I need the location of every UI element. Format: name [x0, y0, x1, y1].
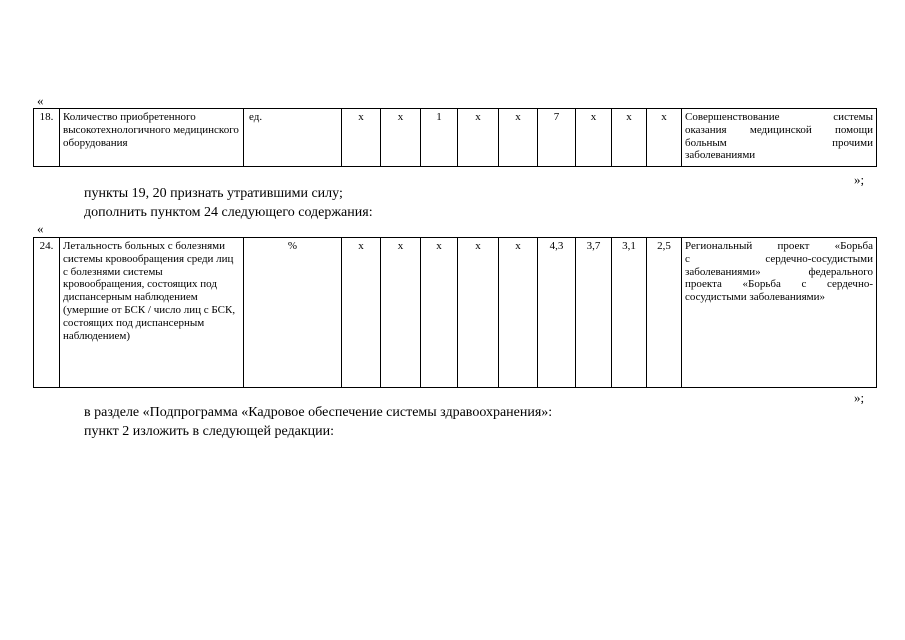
- amend-table-row-18: [33, 108, 877, 167]
- closing-quote-2: »;: [854, 390, 865, 405]
- program-description: [682, 109, 877, 167]
- indicator-name: Количество приобретенного высокотехнологичного медицинского оборудования: [60, 109, 244, 167]
- description-line: больным прочими: [685, 136, 873, 149]
- unit: %: [244, 238, 342, 388]
- description-line: Совершенствование системы: [685, 111, 873, 123]
- description-line: заболеваниями» федерального: [685, 265, 873, 278]
- value-2: x: [381, 238, 421, 388]
- value-6: 4,3: [538, 238, 576, 388]
- closing-quote-1: »;: [854, 172, 865, 187]
- opening-quote-1: «: [37, 93, 44, 108]
- value-3: 1: [421, 109, 458, 167]
- paragraph-section-reference: в разделе «Подпрограмма «Кадровое обеспечение системы здравоохранения»:: [84, 405, 553, 420]
- paragraph-restate-item: пункт 2 изложить в следующей редакции:: [84, 424, 334, 439]
- description-line: Региональный проект «Борьба: [685, 240, 873, 252]
- unit: ед.: [244, 109, 342, 167]
- value-4: x: [458, 238, 499, 388]
- program-description: [682, 238, 877, 388]
- value-1: x: [342, 109, 381, 167]
- indicator-name: Летальность больных с болезнями системы кровообращения среди лиц с болезнями системы кровообращения, состоящих под диспансерным наблюдением (умершие от БСК / число лиц с БСК, состоящих под диспансерным наблюдением): [60, 238, 244, 388]
- description-line: с сердечно-сосудистыми: [685, 252, 873, 265]
- row-number: 24.: [34, 238, 60, 388]
- description-line: проекта «Борьба с сердечно-: [685, 278, 873, 291]
- value-7: x: [576, 109, 612, 167]
- opening-quote-2: «: [37, 221, 44, 236]
- paragraph-add-item: дополнить пунктом 24 следующего содержания:: [84, 205, 373, 220]
- description-line: оказания медицинской помощи: [685, 123, 873, 136]
- value-1: x: [342, 238, 381, 388]
- paragraph-invalidate-items: пункты 19, 20 признать утратившими силу;: [84, 186, 343, 201]
- row-number: 18.: [34, 109, 60, 167]
- amend-table-row-24: [33, 237, 877, 388]
- value-7: 3,7: [576, 238, 612, 388]
- value-6: 7: [538, 109, 576, 167]
- value-3: x: [421, 238, 458, 388]
- description-line: заболеваниями: [685, 149, 756, 162]
- value-8: 3,1: [612, 238, 647, 388]
- description-line: сосудистыми заболеваниями»: [685, 291, 826, 304]
- value-9: 2,5: [647, 238, 682, 388]
- value-2: x: [381, 109, 421, 167]
- value-4: x: [458, 109, 499, 167]
- value-9: x: [647, 109, 682, 167]
- value-5: x: [499, 238, 538, 388]
- value-5: x: [499, 109, 538, 167]
- value-8: x: [612, 109, 647, 167]
